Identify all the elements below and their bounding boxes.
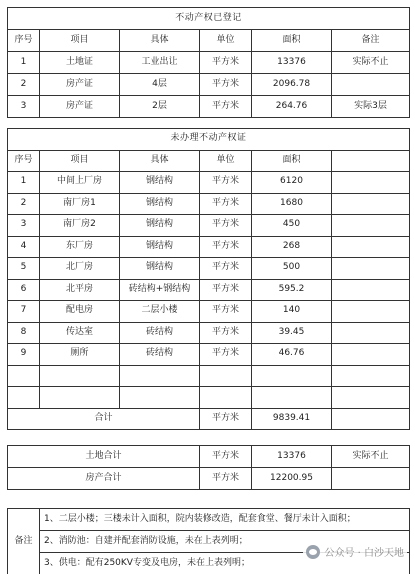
notes-label: 备注 (8, 509, 40, 574)
unregistered-property-table (7, 128, 410, 430)
table-cell: 平方米 (200, 52, 252, 74)
empty-cell (332, 322, 410, 344)
empty-cell (332, 215, 410, 237)
table-cell: 南厂房1 (40, 193, 120, 215)
table-cell: 4 (8, 236, 40, 258)
table-row (8, 258, 410, 280)
header-cell: 具体 (120, 30, 200, 52)
table-cell: 595.2 (252, 279, 332, 301)
note-row (8, 509, 410, 531)
land-total-value: 13376 (252, 446, 332, 468)
table-cell: 房产证 (40, 74, 120, 96)
table-cell: 3 (8, 96, 40, 118)
table-cell: 配电房 (40, 301, 120, 323)
table-cell: 5 (8, 258, 40, 280)
table-cell: 3 (8, 215, 40, 237)
empty-cell (200, 365, 252, 387)
note-item: 1、二层小楼；三楼未计入面积，院内装修改造，配套食堂、餐厅未计入面积； (40, 509, 410, 531)
table-cell: 6120 (252, 172, 332, 194)
land-total-note: 实际不止 (332, 446, 410, 468)
table-cell: 钢结构 (120, 172, 200, 194)
table-cell: 北厂房 (40, 258, 120, 280)
table-cell: 土地证 (40, 52, 120, 74)
table-cell: 平方米 (200, 96, 252, 118)
table-cell: 房产证 (40, 96, 120, 118)
table-cell: 7 (8, 301, 40, 323)
empty-cell (200, 387, 252, 409)
table-cell: 2 (8, 193, 40, 215)
table-row (8, 322, 410, 344)
unregistered-header-row (8, 150, 410, 172)
empty-row (8, 365, 410, 387)
table-cell: 砖结构 (120, 322, 200, 344)
table-row (8, 96, 410, 118)
table-cell: 实际3层 (332, 96, 410, 118)
land-total-label: 土地合计 (8, 446, 200, 468)
table-cell: 平方米 (200, 258, 252, 280)
table-cell: 2层 (120, 96, 200, 118)
table-row (8, 236, 410, 258)
empty-cell (332, 301, 410, 323)
empty-cell (332, 172, 410, 194)
table-cell: 厕所 (40, 344, 120, 366)
empty-cell (120, 365, 200, 387)
header-cell: 序号 (8, 150, 40, 172)
table-row (8, 215, 410, 237)
table-cell: 平方米 (200, 279, 252, 301)
table-cell: 钢结构 (120, 236, 200, 258)
table-cell: 13376 (252, 52, 332, 74)
note-item: 2、消防池：自建并配套消防设施，未在上表列明； (40, 531, 410, 553)
registered-table-title: 不动产权已登记 (8, 8, 410, 30)
table-cell: 钢结构 (120, 215, 200, 237)
registered-header-row (8, 30, 410, 52)
empty-cell (332, 150, 410, 172)
table-cell: 4层 (120, 74, 200, 96)
empty-cell (332, 387, 410, 409)
table-cell: 450 (252, 215, 332, 237)
table-cell: 平方米 (200, 236, 252, 258)
table-cell: 1 (8, 172, 40, 194)
header-cell: 项目 (40, 150, 120, 172)
table-cell: 南厂房2 (40, 215, 120, 237)
empty-cell (332, 193, 410, 215)
table-cell: 平方米 (200, 74, 252, 96)
header-cell: 面积 (252, 30, 332, 52)
house-total-row (8, 468, 410, 490)
header-cell: 面积 (252, 150, 332, 172)
land-total-row (8, 446, 410, 468)
table-cell: 平方米 (200, 344, 252, 366)
header-cell: 单位 (200, 30, 252, 52)
empty-cell (8, 387, 40, 409)
table-cell: 500 (252, 258, 332, 280)
table-cell: 二层小楼 (120, 301, 200, 323)
empty-row (8, 387, 410, 409)
table-cell: 钢结构 (120, 258, 200, 280)
table-cell: 46.76 (252, 344, 332, 366)
empty-cell (120, 387, 200, 409)
header-cell: 项目 (40, 30, 120, 52)
table-cell: 北平房 (40, 279, 120, 301)
table-cell: 2096.78 (252, 74, 332, 96)
table-cell: 钢结构 (120, 193, 200, 215)
table-row (8, 52, 410, 74)
empty-cell (332, 279, 410, 301)
total-value: 9839.41 (252, 408, 332, 430)
empty-cell (252, 387, 332, 409)
empty-cell (8, 365, 40, 387)
house-total-unit: 平方米 (200, 468, 252, 490)
empty-cell (332, 365, 410, 387)
empty-cell (332, 344, 410, 366)
header-cell: 备注 (332, 30, 410, 52)
table-cell: 砖结构 (120, 344, 200, 366)
header-cell: 单位 (200, 150, 252, 172)
empty-cell (332, 468, 410, 490)
house-total-value: 12200.95 (252, 468, 332, 490)
table-cell: 9 (8, 344, 40, 366)
empty-cell (252, 365, 332, 387)
house-total-label: 房产合计 (8, 468, 200, 490)
table-cell: 传达室 (40, 322, 120, 344)
empty-cell (40, 387, 120, 409)
watermark-text: 公众号 · 白沙天地 (324, 548, 404, 559)
wechat-icon (306, 545, 320, 559)
header-cell: 具体 (120, 150, 200, 172)
empty-cell (332, 236, 410, 258)
table-row (8, 301, 410, 323)
table-cell: 中间上厂房 (40, 172, 120, 194)
total-row (8, 408, 410, 430)
table-row (8, 344, 410, 366)
table-cell: 2 (8, 74, 40, 96)
table-cell: 平方米 (200, 215, 252, 237)
total-unit: 平方米 (200, 408, 252, 430)
empty-cell (332, 408, 410, 430)
table-cell: 264.76 (252, 96, 332, 118)
table-cell: 平方米 (200, 172, 252, 194)
table-row (8, 279, 410, 301)
total-label: 合计 (8, 408, 200, 430)
registered-property-table (7, 7, 410, 118)
table-cell: 1 (8, 52, 40, 74)
unregistered-table-title: 未办理不动产权证 (8, 129, 410, 151)
table-cell: 140 (252, 301, 332, 323)
table-cell: 平方米 (200, 193, 252, 215)
table-cell: 6 (8, 279, 40, 301)
summary-table (7, 445, 410, 490)
table-cell: 平方米 (200, 301, 252, 323)
note-item: 3、供电：配有250KV专变及电房，未在上表列明； (40, 553, 410, 574)
header-cell: 序号 (8, 30, 40, 52)
table-row (8, 193, 410, 215)
table-row (8, 172, 410, 194)
table-cell: 1680 (252, 193, 332, 215)
table-cell: 工业出让 (120, 52, 200, 74)
empty-cell (332, 258, 410, 280)
table-cell: 砖结构+钢结构 (120, 279, 200, 301)
table-cell: 东厂房 (40, 236, 120, 258)
table-cell: 平方米 (200, 322, 252, 344)
table-cell: 实际不止 (332, 52, 410, 74)
table-cell: 268 (252, 236, 332, 258)
empty-cell (40, 365, 120, 387)
table-cell (332, 74, 410, 96)
table-cell: 39.45 (252, 322, 332, 344)
land-total-unit: 平方米 (200, 446, 252, 468)
watermark (303, 543, 407, 560)
table-row (8, 74, 410, 96)
notes-table (7, 508, 410, 574)
table-cell: 8 (8, 322, 40, 344)
